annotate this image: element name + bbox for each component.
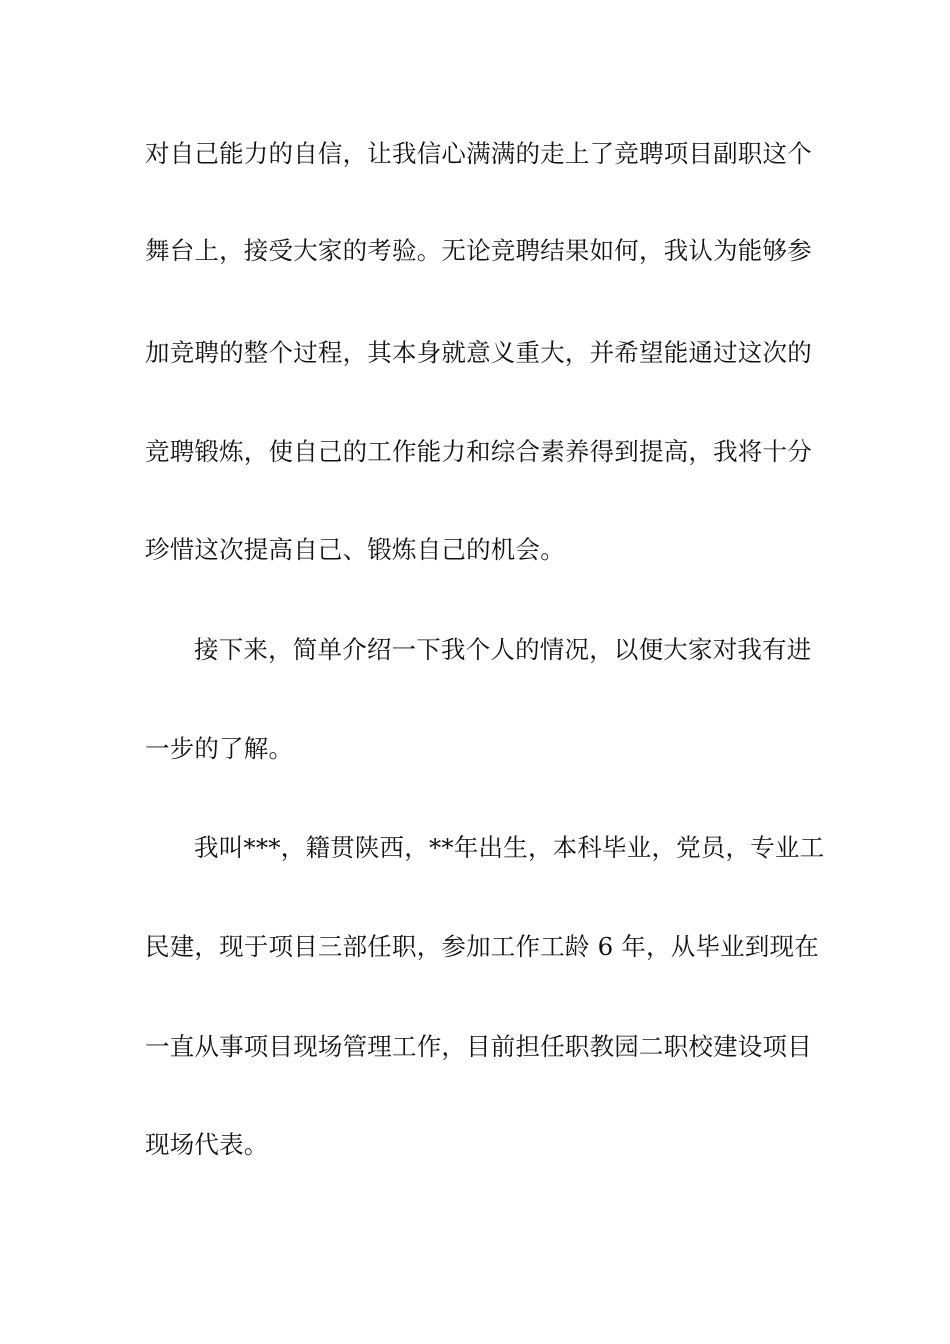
paragraph-2-line-1: 接下来，简单介绍一下我个人的情况，以便大家对我有进 [194,635,812,664]
paragraph-1-line-5: 珍惜这次提高自己、锻炼自己的机会。 [145,535,565,564]
paragraph-1-line-4: 竞聘锻炼，使自己的工作能力和综合素养得到提高，我将十分 [145,437,812,466]
paragraph-1-line-2: 舞台上，接受大家的考验。无论竞聘结果如何，我认为能够参 [145,236,812,265]
paragraph-2-line-2: 一步的了解。 [145,734,294,763]
paragraph-3-line-4: 现场代表。 [145,1130,269,1159]
paragraph-1-line-1: 对自己能力的自信，让我信心满满的走上了竞聘项目副职这个 [145,139,812,168]
paragraph-3-line-2: 民建，现于项目三部任职，参加工作工龄 6 年，从毕业到现在 [145,932,819,961]
paragraph-3-line-3: 一直从事项目现场管理工作，目前担任职教园二职校建设项目 [145,1032,812,1061]
paragraph-1-line-3: 加竞聘的整个过程，其本身就意义重大，并希望能通过这次的 [145,338,812,367]
paragraph-3-line-1: 我叫***，籍贯陕西，**年出生，本科毕业，党员，专业工 [194,833,825,862]
